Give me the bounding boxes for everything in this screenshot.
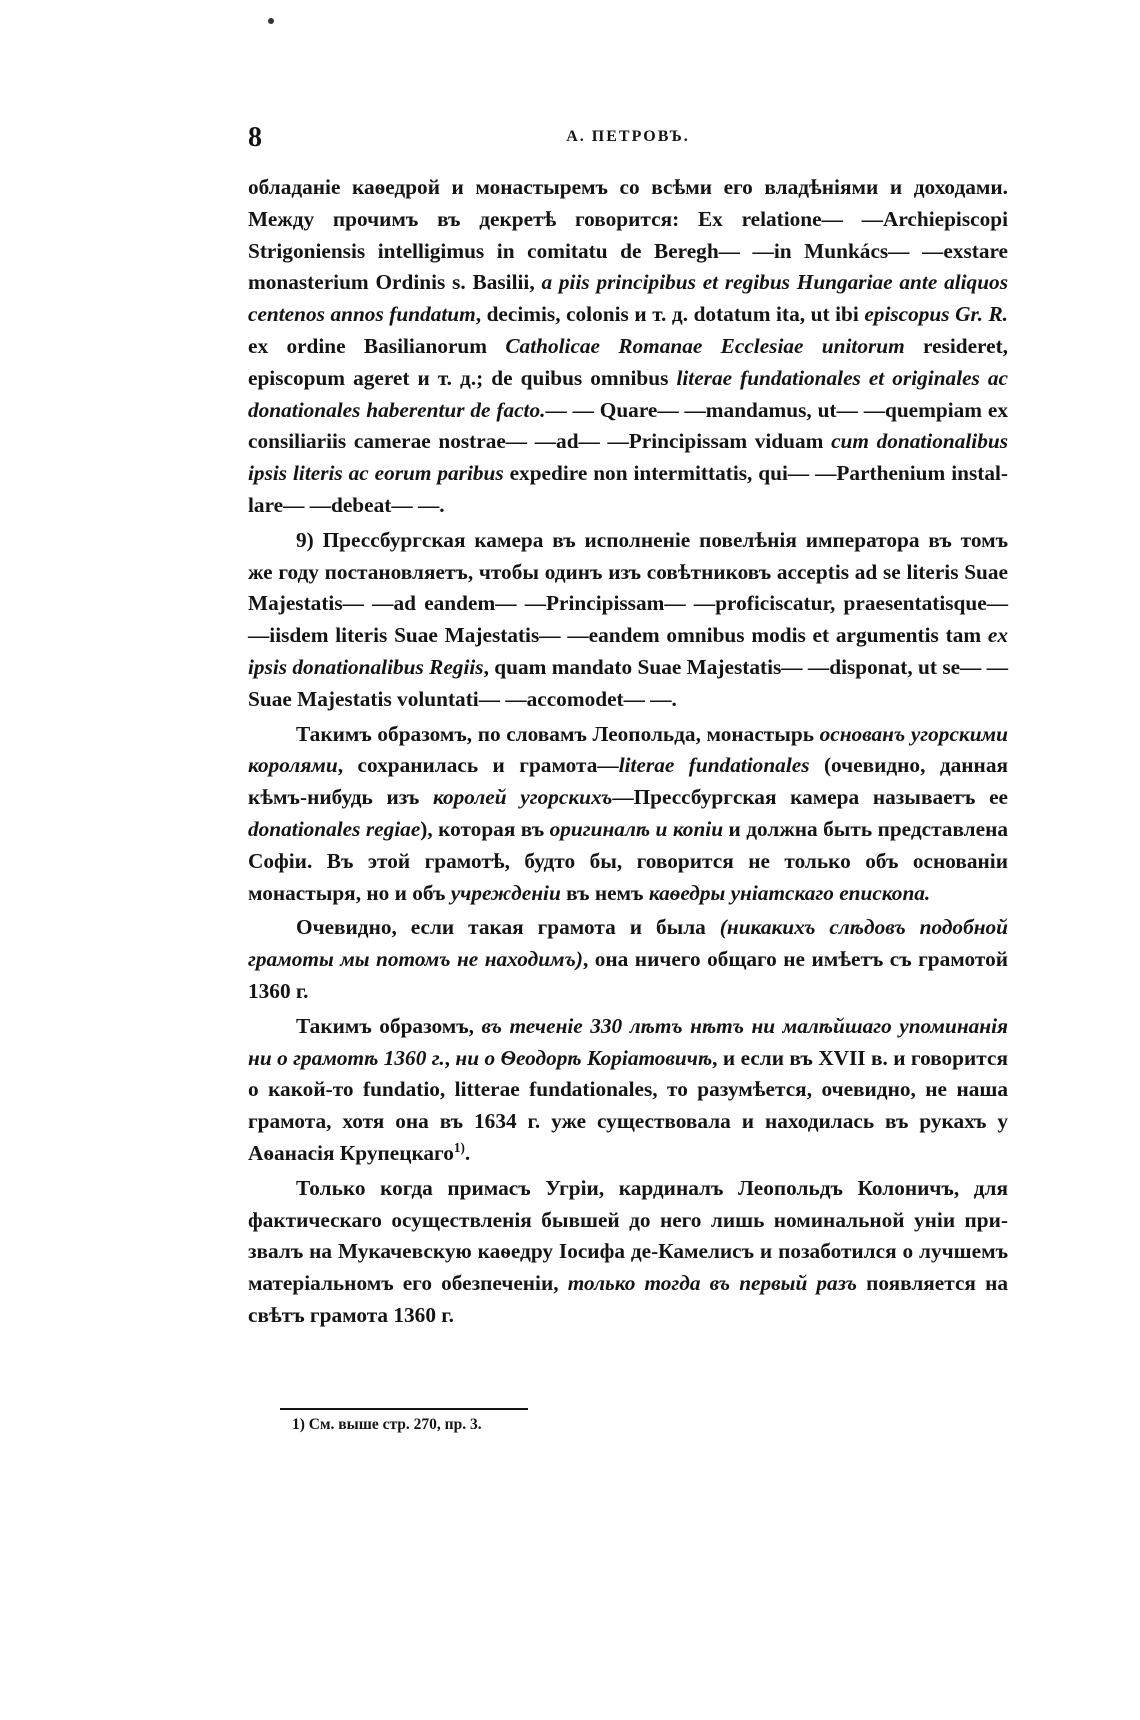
text-run: (очевидно, данная кѣмъ-нибудь изъ: [248, 753, 1008, 810]
italic-text: королей угорскихъ: [432, 785, 613, 810]
running-head: А. ПЕТРОВЪ.: [566, 128, 690, 145]
italic-text: только тогда въ первый разъ: [567, 1271, 857, 1296]
text-run: .: [464, 1140, 471, 1165]
text-run: ), которая въ: [420, 816, 550, 841]
footnote-ref: 1): [453, 1139, 465, 1155]
italic-text: ни о Ѳеодорѣ Коріатовичѣ: [455, 1045, 713, 1070]
page-header: [248, 118, 1008, 158]
paragraph: [248, 172, 1008, 522]
paragraph: [248, 912, 1008, 1007]
page-number: 8: [248, 122, 262, 153]
italic-text: Catholicae Romanae Ecclesiae unitorum: [505, 333, 905, 358]
text-run: въ немъ: [560, 880, 649, 905]
italic-text: cum donationalibus ipsis literis ac eorum paribus: [248, 429, 1008, 486]
text-run: Очевидно, если такая грамота и была: [296, 915, 720, 940]
text-run: , и если въ XVII в. и говорится о какой-то fundatio, litterae fundationales, то разумѣется, очевидно, не наша грамота, хотя она въ 1634 г. уже существовала и находилась въ рукахъ у Аѳанасія Крупецкаго: [248, 1045, 1008, 1165]
scan-speck: [268, 18, 274, 24]
italic-text: literae fundationales: [618, 753, 810, 778]
text-run: , decimis, colonis и т. д. dotatum ita, ut ibi: [475, 302, 865, 327]
text-run: обладаніе каѳедрой и монастыремъ со всѣми его владѣніями и доходами. Между прочимъ въ декретѣ говорится: Ex relatione— —Archiepiscopi Strigoniensis intelligimus in comitatu de Beregh— —in Munkács— —exstare monasterium Ordinis s. Basilii,: [248, 175, 1008, 295]
text-run: ,: [444, 1045, 456, 1070]
paragraph: [248, 1011, 1008, 1170]
text-run: , сохранилась и грамота—: [337, 753, 619, 778]
text-run: —Прессбургская камера называетъ ее: [612, 785, 1008, 810]
paragraph: [248, 719, 1008, 910]
italic-text: ex ipsis donationalibus Regiis: [248, 623, 1008, 679]
text-run: Такимъ образомъ, по словамъ Леопольда, монастырь: [296, 721, 820, 746]
text-run: , она ничего общаго не имѣетъ съ грамотой 1360 г.: [248, 947, 1008, 1003]
text-run: Такимъ образомъ,: [296, 1013, 482, 1038]
text-run: , quam mandato Suae Majestatis— —disponat, ut se— —Suae Majestatis voluntati— —accomodet— —.: [248, 654, 1009, 711]
italic-text: основанъ угорскими королями: [248, 721, 1008, 778]
italic-text: donationales regiae: [248, 816, 421, 841]
italic-text: оригиналѣ и копіи: [549, 816, 724, 841]
body-text: [248, 172, 1008, 1335]
italic-text: каѳедры уніатскаго епископа.: [648, 880, 931, 905]
footnote-rule: [280, 1408, 528, 1410]
text-run: resideret, episcopum ageret и т. д.; de quibus omnibus: [248, 333, 1008, 390]
text-run: expedire non intermittatis, qui— —Parthenium installare— —debeat— —.: [248, 461, 1008, 517]
italic-text: учрежденіи: [450, 880, 561, 905]
italic-text: a piis principibus et regibus Hungariae ante aliquos centenos annos fundatum: [248, 270, 1008, 327]
text-run: Только когда примасъ Угріи, кардиналъ Леопольдъ Колоничъ, для фактическаго осуществленія бывшей до него лишь номинальной уніи призвалъ на Мукачевскую каѳедру Іосифа де-Камелисъ и позаботился о лучшемъ матеріальномъ его обезпеченіи,: [248, 1175, 1008, 1296]
text-run: 9) Прессбургская камера въ исполненіе повелѣнія императора въ томъ же году постановляетъ, чтобы одинъ изъ совѣтниковъ acceptis ad se literis Suae Majestatis— —ad eandem— —Principissam— —proficiscatur, praesentatisque— —iisdem literis Suae Majestatis— —eandem omnibus modis et argumentis tam: [248, 527, 1008, 648]
italic-text: (никакихъ слѣдовъ подобной грамоты мы потомъ не находимъ): [248, 915, 1009, 972]
italic-text: literae fundationales et originales ac donationales haberentur de facto.: [248, 365, 1008, 422]
footnote: 1) См. выше стр. 270, пр. 3.: [292, 1416, 482, 1433]
text-run: и должна быть представлена Софіи. Въ этой грамотѣ, будто бы, говорится не только объ основаніи монастыря, но и объ: [248, 816, 1008, 905]
italic-text: въ теченіе 330 лѣтъ нѣтъ ни малѣйшаго упоминанія ни о грамотѣ 1360 г.: [248, 1013, 1008, 1070]
text-run: ex ordine Basilianorum: [248, 333, 506, 358]
text-run: появляется на свѣтъ грамота 1360 г.: [248, 1271, 1008, 1327]
text-run: — — Quare— —mandamus, ut— —quempiam ex consiliariis camerae nostrae— —ad— —Principissam viduam: [248, 397, 1008, 454]
paragraph: [248, 525, 1008, 716]
italic-text: episcopus Gr. R.: [864, 302, 1008, 327]
paragraph: [248, 1173, 1008, 1332]
